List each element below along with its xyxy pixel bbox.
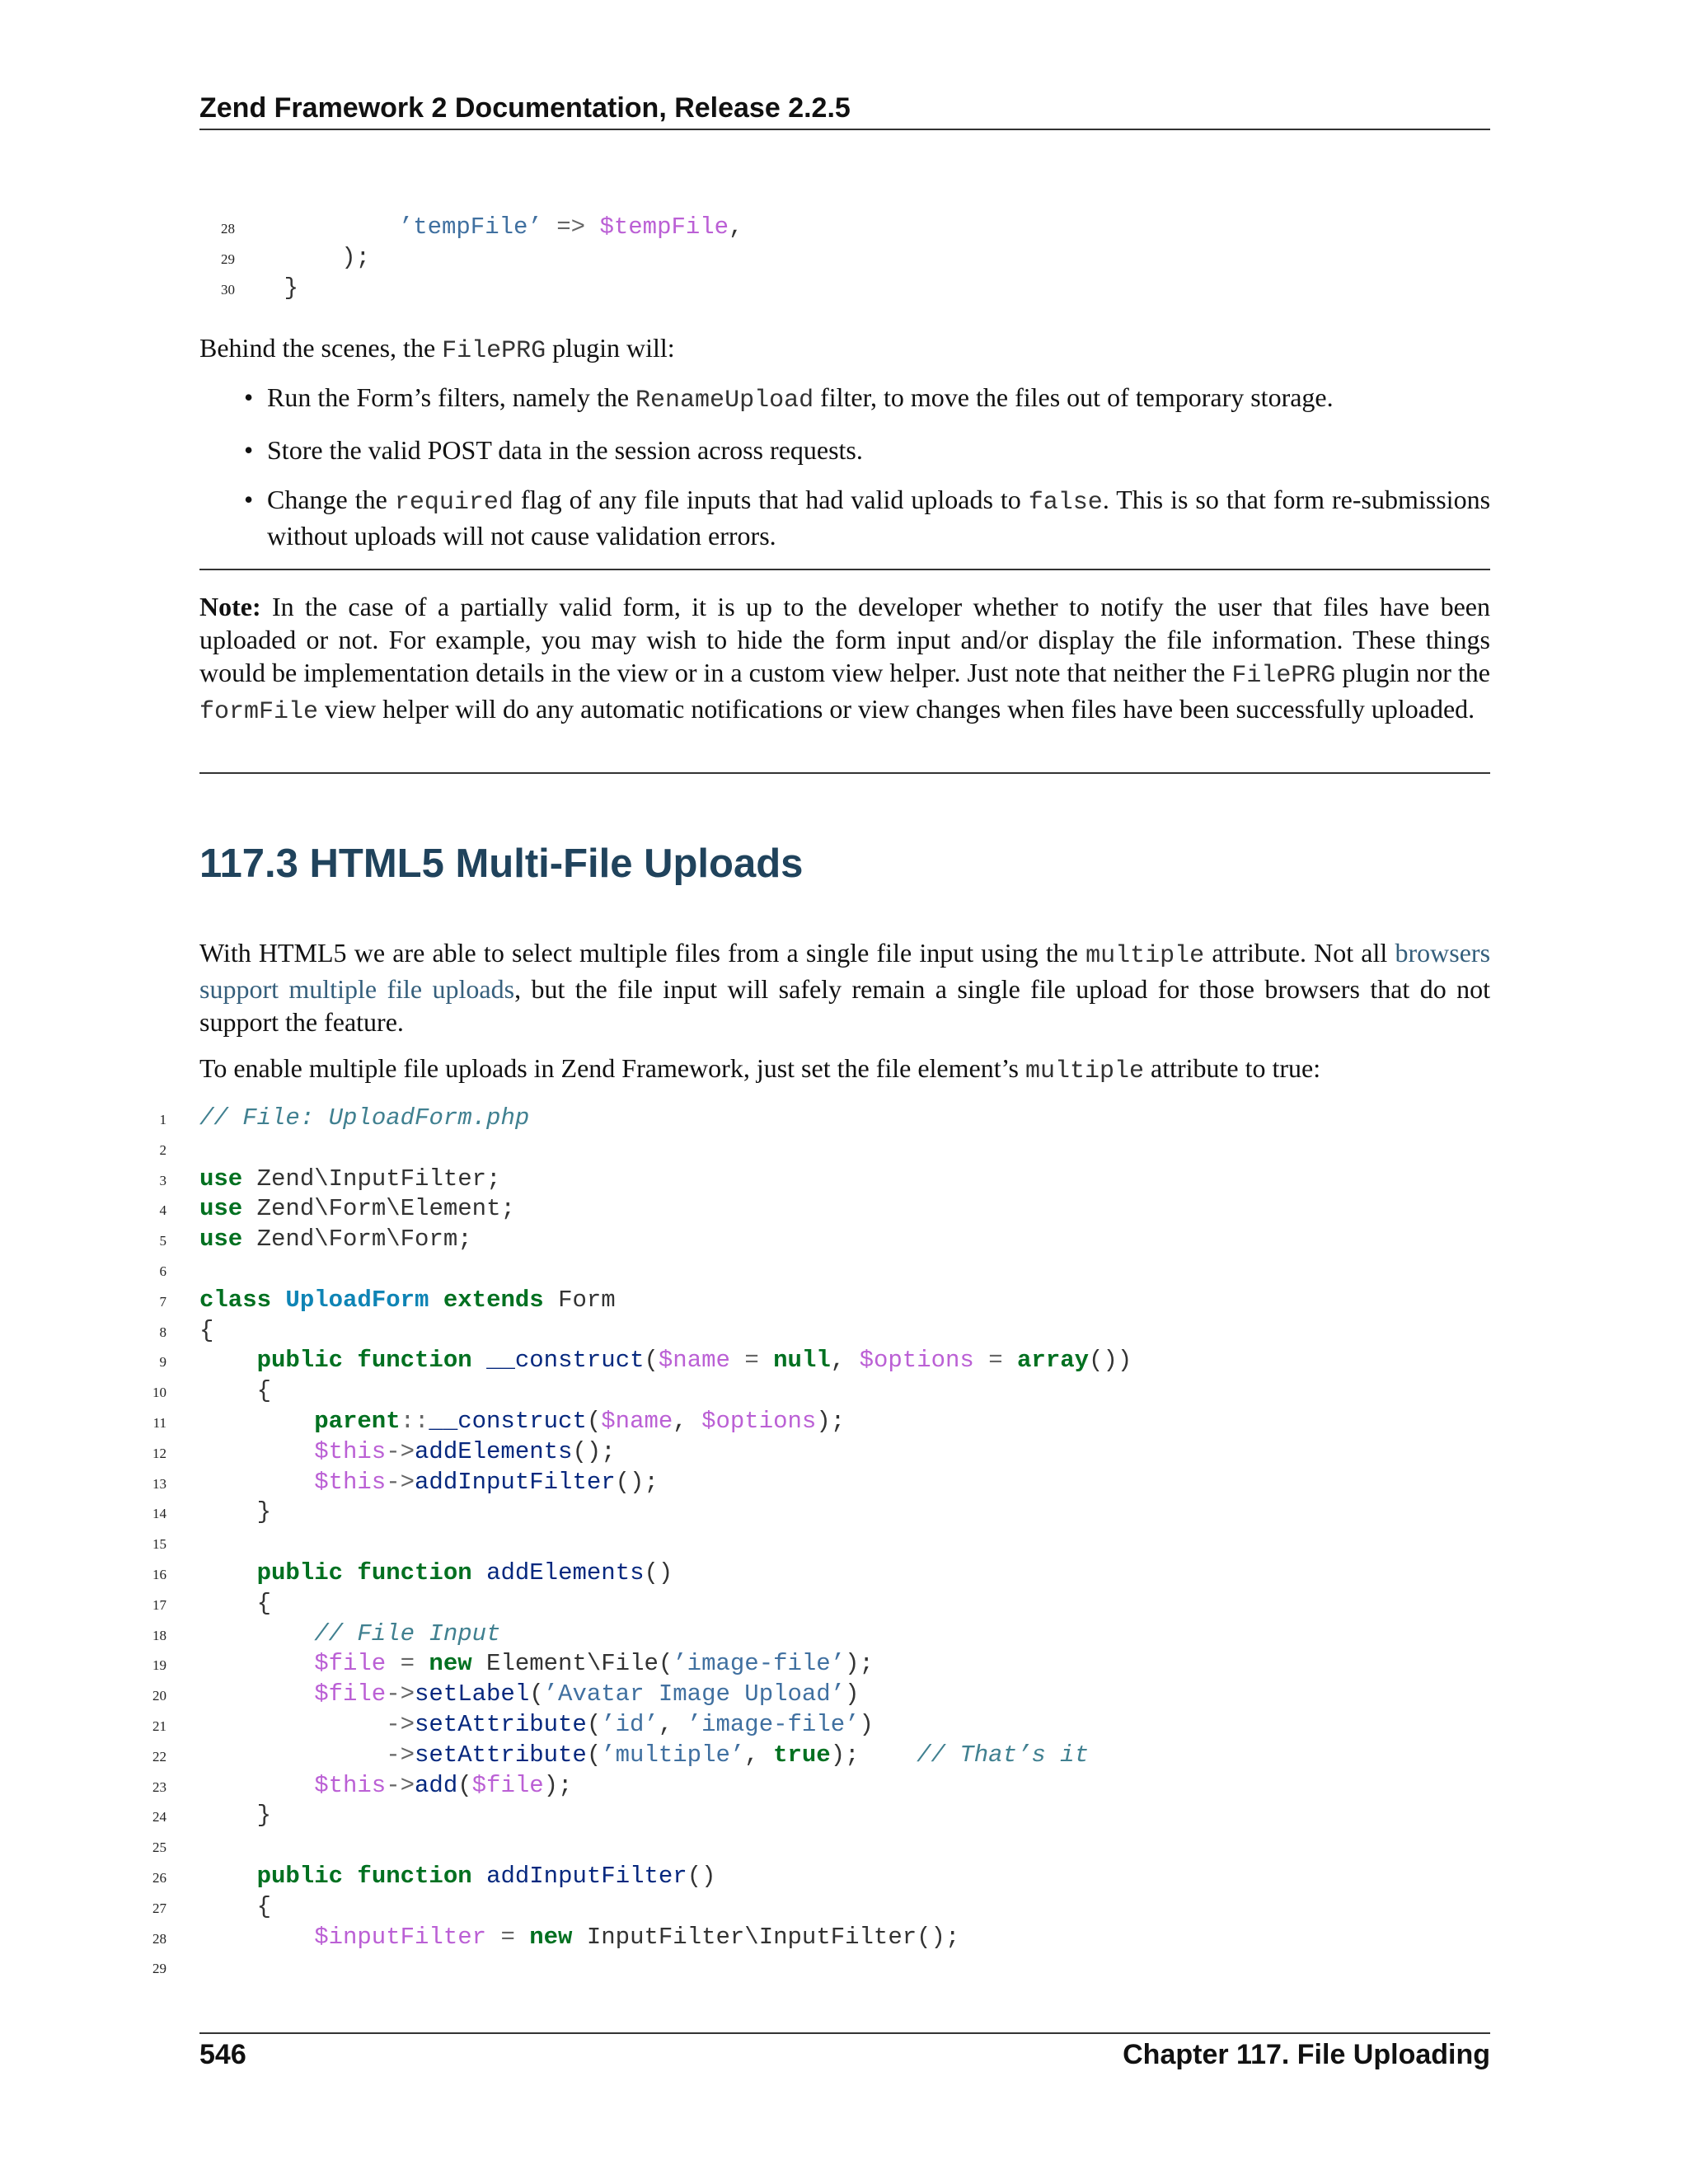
- code-line: [0, 1619, 1688, 1650]
- page-number: 546: [199, 2039, 246, 2070]
- code-token: [271, 1286, 285, 1314]
- code-token: setAttribute: [415, 1741, 587, 1769]
- code-token: );: [543, 1771, 573, 1799]
- code-line: [0, 1225, 1688, 1255]
- inline-code: false: [1028, 489, 1103, 517]
- code-token: =: [744, 1347, 759, 1375]
- code-text: [257, 1589, 271, 1619]
- code-token: $options: [701, 1407, 817, 1435]
- code-token: $tempFile: [599, 213, 729, 241]
- code-token: [472, 1347, 486, 1374]
- line-number: 29: [152, 1961, 166, 1977]
- code-token: new: [529, 1923, 573, 1951]
- code-line: [0, 1104, 1688, 1134]
- code-token: (: [457, 1771, 472, 1799]
- line-number: 10: [152, 1385, 166, 1401]
- code-token: $options: [859, 1347, 974, 1375]
- code-text: [257, 1801, 271, 1831]
- code-token: (: [586, 1741, 602, 1769]
- text-run: plugin nor the: [1335, 658, 1491, 687]
- code-token: Element\File(: [471, 1650, 673, 1678]
- code-text: [314, 1468, 659, 1498]
- code-line: [0, 1771, 1688, 1802]
- line-number: 20: [152, 1688, 166, 1704]
- code-token: __construct: [429, 1407, 587, 1435]
- code-text: [314, 1649, 874, 1680]
- code-token: =>: [556, 213, 586, 241]
- code-token: (: [529, 1680, 544, 1708]
- code-line: [0, 274, 1688, 304]
- code-token: ::: [400, 1407, 429, 1435]
- code-token: (: [644, 1347, 659, 1375]
- inline-code: multiple: [1025, 1057, 1144, 1085]
- bullet-item: [199, 483, 1490, 552]
- code-token: setAttribute: [415, 1710, 587, 1738]
- intro-text-after: plugin will:: [546, 333, 675, 363]
- code-text: [199, 1194, 515, 1225]
- text-run: Change the: [267, 485, 395, 514]
- code-token: =: [988, 1347, 1003, 1375]
- chapter-title: Chapter 117. File Uploading: [1123, 2039, 1490, 2070]
- line-number: 17: [152, 1596, 166, 1613]
- line-number: 19: [152, 1657, 166, 1674]
- code-text: [199, 1286, 616, 1316]
- code-token: parent: [314, 1407, 401, 1435]
- code-token: [343, 1347, 357, 1374]
- code-token: Zend\Form\Form;: [242, 1226, 472, 1254]
- inline-code: multiple: [1085, 942, 1205, 970]
- code-token: Zend\InputFilter;: [242, 1165, 501, 1193]
- code-token: [415, 1650, 429, 1677]
- code-token: (: [586, 1710, 602, 1738]
- code-token: addElements: [486, 1558, 645, 1586]
- section-heading: 117.3 HTML5 Multi-File Uploads: [199, 841, 804, 886]
- line-number: 24: [152, 1809, 166, 1825]
- code-token: // File: UploadForm.php: [199, 1104, 530, 1132]
- code-token: setLabel: [415, 1680, 530, 1708]
- line-number: 13: [152, 1475, 166, 1492]
- code-token: addInputFilter: [486, 1862, 687, 1890]
- code-token: [974, 1347, 988, 1374]
- code-text: [199, 1225, 472, 1255]
- code-token: =: [400, 1650, 415, 1678]
- code-token: add: [415, 1771, 458, 1799]
- inline-code: required: [394, 489, 513, 517]
- line-number: 6: [159, 1263, 166, 1279]
- code-token: ’Avatar Image Upload’: [543, 1680, 846, 1708]
- bullet-list: [199, 381, 1490, 569]
- code-line: [0, 243, 1688, 274]
- code-text: [199, 1165, 500, 1195]
- code-token: UploadForm: [285, 1286, 429, 1314]
- code-line: [0, 1952, 1688, 1983]
- code-token: $inputFilter: [314, 1923, 487, 1951]
- code-line: [0, 1407, 1688, 1437]
- code-token: ’id’: [601, 1710, 659, 1738]
- code-text: [314, 1619, 500, 1650]
- code-text: [257, 1376, 271, 1407]
- code-token: use: [199, 1226, 243, 1254]
- code-line: [0, 1316, 1688, 1347]
- code-text: [257, 1558, 673, 1589]
- code-token: [386, 1650, 400, 1677]
- code-line: [0, 1437, 1688, 1468]
- code-token: [515, 1924, 529, 1951]
- code-token: use: [199, 1165, 243, 1193]
- line-number: 9: [159, 1354, 166, 1371]
- code-token: );: [830, 1741, 917, 1769]
- text-run: attribute. Not all: [1204, 938, 1395, 968]
- code-text: [314, 1771, 572, 1802]
- text-run: attribute to true:: [1143, 1053, 1321, 1083]
- code-token: ,: [744, 1741, 774, 1769]
- line-number: 15: [152, 1536, 166, 1553]
- line-number: 21: [152, 1718, 166, 1734]
- code-line: [0, 1558, 1688, 1589]
- line-number: 27: [152, 1900, 166, 1916]
- bullet-item: [199, 381, 1490, 417]
- line-number: 3: [159, 1172, 166, 1188]
- inline-code: FilePRG: [1231, 662, 1336, 690]
- code-text: [314, 1407, 845, 1437]
- code-token: (): [687, 1862, 716, 1890]
- bullet-marker: •: [244, 485, 254, 514]
- text-run: view helper will do any automatic notifications or view changes when files have been successfully uploaded.: [318, 694, 1475, 724]
- code-text: [386, 1710, 874, 1741]
- code-token: array: [1017, 1347, 1090, 1375]
- code-token: [343, 1559, 357, 1586]
- code-token: $this: [314, 1468, 387, 1496]
- line-number: 26: [152, 1869, 166, 1886]
- code-token: );: [816, 1407, 846, 1435]
- code-line: [0, 1710, 1688, 1741]
- code-token: Zend\Form\Element;: [242, 1195, 515, 1223]
- line-number: 30: [221, 281, 235, 298]
- code-line: [0, 1892, 1688, 1923]
- code-text: [257, 1497, 271, 1528]
- line-number: 28: [221, 221, 235, 237]
- code-line: [0, 1741, 1688, 1771]
- code-token: __construct: [486, 1347, 645, 1375]
- code-token: {: [256, 1377, 271, 1405]
- inline-code: RenameUpload: [635, 387, 814, 415]
- code-token: [730, 1347, 744, 1374]
- line-number: 8: [159, 1324, 166, 1340]
- link[interactable]: browsers support multiple file uploads: [199, 938, 1491, 1004]
- code-line: [0, 1165, 1688, 1195]
- text-run: Run the Form’s filters, namely the: [267, 382, 636, 412]
- code-token: ): [845, 1680, 860, 1708]
- code-line: [0, 1376, 1688, 1407]
- code-token: ->: [386, 1680, 415, 1708]
- code-text: [257, 1346, 1132, 1376]
- footer-rule: [199, 2032, 1490, 2034]
- code-block-continued: [0, 213, 1688, 303]
- code-token: [429, 1286, 443, 1314]
- code-line: [0, 1468, 1688, 1498]
- line-number: 23: [152, 1779, 166, 1795]
- code-token: {: [256, 1589, 271, 1617]
- line-number: 22: [152, 1748, 166, 1765]
- code-token: null: [773, 1347, 831, 1375]
- code-text: [314, 1437, 615, 1468]
- code-token: $file: [471, 1771, 544, 1799]
- line-number: 16: [152, 1566, 166, 1582]
- code-token: [759, 1347, 773, 1374]
- code-line: [0, 1497, 1688, 1528]
- paragraph-enable: [199, 1052, 1490, 1088]
- note-top-rule: [199, 569, 1490, 570]
- code-token: ): [859, 1710, 874, 1738]
- code-token: use: [199, 1195, 243, 1223]
- intro-code: FilePRG: [442, 337, 546, 365]
- code-token: (: [586, 1407, 602, 1435]
- intro-paragraph: [199, 331, 1490, 368]
- code-line: [0, 213, 1688, 243]
- code-text: [399, 213, 743, 243]
- code-line: [0, 1680, 1688, 1710]
- line-number: 28: [152, 1930, 166, 1947]
- code-line: [0, 1831, 1688, 1862]
- code-token: function: [357, 1347, 472, 1375]
- code-token: ->: [386, 1741, 415, 1769]
- code-token: Form: [543, 1286, 616, 1314]
- code-token: public: [256, 1558, 344, 1586]
- code-token: ,: [830, 1347, 860, 1375]
- code-text: [199, 1316, 213, 1347]
- code-token: }: [256, 1802, 271, 1830]
- code-line: [0, 1923, 1688, 1953]
- code-token: ->: [386, 1710, 415, 1738]
- code-token: [542, 213, 556, 241]
- code-text: [341, 243, 370, 274]
- note-bottom-rule: [199, 772, 1490, 774]
- code-token: }: [284, 274, 298, 302]
- code-token: ();: [572, 1437, 616, 1465]
- code-token: $file: [314, 1680, 387, 1708]
- code-token: new: [429, 1650, 472, 1678]
- text-run: With HTML5 we are able to select multiple files from a single file input using the: [199, 938, 1086, 968]
- running-header: Zend Framework 2 Documentation, Release 2.2.5: [199, 92, 851, 124]
- code-token: {: [199, 1316, 214, 1344]
- code-token: $file: [314, 1650, 387, 1678]
- note-label: Note:: [199, 592, 261, 621]
- text-run: In the case of a partially valid form, it is up to the developer whether to notify the user that files have been uploaded or not. For example, you may wish to hide the form input and/or display the file information. These things would be implementation details in the view or in a custom view helper. Just note that neither the: [199, 592, 1490, 687]
- code-token: extends: [443, 1286, 544, 1314]
- paragraph-html5: [199, 936, 1490, 1038]
- text-run: filter, to move the files out of temporary storage.: [814, 382, 1334, 412]
- code-token: ’image-file’: [673, 1650, 846, 1678]
- code-line: [0, 1194, 1688, 1225]
- line-number: 11: [152, 1414, 166, 1431]
- code-token: true: [773, 1741, 831, 1769]
- code-token: InputFilter\InputFilter();: [572, 1923, 960, 1951]
- code-token: ();: [615, 1468, 659, 1496]
- code-token: [472, 1863, 486, 1890]
- code-text: [199, 1104, 529, 1134]
- code-token: [472, 1559, 486, 1586]
- code-token: ->: [386, 1468, 415, 1496]
- code-token: ->: [386, 1771, 415, 1799]
- code-line: [0, 1286, 1688, 1316]
- line-number: 14: [152, 1506, 166, 1522]
- code-token: function: [357, 1558, 472, 1586]
- code-token: [1003, 1347, 1017, 1374]
- code-text: [257, 1862, 716, 1892]
- code-line: [0, 1801, 1688, 1831]
- code-token: ->: [386, 1437, 415, 1465]
- code-line: [0, 1134, 1688, 1165]
- bullet-item: [199, 434, 1490, 466]
- code-token: }: [256, 1498, 271, 1526]
- text-run: . This is so that form re-submissions without uploads will not cause validation errors.: [267, 485, 1491, 551]
- line-number: 5: [159, 1233, 166, 1249]
- line-number: 2: [159, 1141, 166, 1158]
- code-text: [284, 274, 298, 304]
- line-number: 25: [152, 1840, 166, 1856]
- text-run: flag of any file inputs that had valid uploads to: [513, 485, 1029, 514]
- line-number: 12: [152, 1445, 166, 1461]
- line-number: 18: [152, 1627, 166, 1643]
- inline-code: formFile: [199, 698, 319, 726]
- code-token: ’multiple’: [601, 1741, 745, 1769]
- code-token: {: [256, 1892, 271, 1920]
- code-text: [314, 1923, 959, 1953]
- code-token: // File Input: [314, 1619, 501, 1647]
- code-token: // That’s it: [917, 1741, 1089, 1769]
- code-token: addElements: [415, 1437, 573, 1465]
- line-number: 29: [221, 251, 235, 267]
- note-box: [199, 590, 1490, 729]
- code-token: function: [357, 1862, 472, 1890]
- code-token: addInputFilter: [415, 1468, 616, 1496]
- code-text: [314, 1680, 859, 1710]
- bullet-marker: •: [244, 382, 254, 412]
- code-line: [0, 1255, 1688, 1286]
- code-token: );: [845, 1650, 874, 1678]
- code-token: $name: [601, 1407, 673, 1435]
- code-line: [0, 1346, 1688, 1376]
- code-token: ’tempFile’: [398, 213, 542, 241]
- code-token: class: [199, 1286, 272, 1314]
- code-token: [343, 1863, 357, 1890]
- code-token: ,: [658, 1710, 687, 1738]
- code-line: [0, 1528, 1688, 1558]
- code-token: $this: [314, 1437, 387, 1465]
- code-line: [0, 1862, 1688, 1892]
- line-number: 1: [159, 1112, 166, 1127]
- intro-text-before: Behind the scenes, the: [199, 333, 443, 363]
- code-line: [0, 1649, 1688, 1680]
- code-text: [257, 1892, 271, 1923]
- code-token: (): [644, 1558, 673, 1586]
- code-token: ()): [1089, 1347, 1132, 1375]
- code-token: ,: [673, 1407, 702, 1435]
- bullet-marker: •: [244, 435, 254, 465]
- code-token: [585, 213, 599, 241]
- code-token: public: [256, 1862, 344, 1890]
- code-token: [486, 1924, 500, 1951]
- code-token: $name: [658, 1347, 730, 1375]
- text-run: Store the valid POST data in the session across requests.: [267, 435, 863, 465]
- code-token: ’image-file’: [687, 1710, 860, 1738]
- text-run: , but the file input will safely remain a single file upload for those browsers that do not support the feature.: [199, 974, 1491, 1037]
- code-text: [386, 1741, 1089, 1771]
- code-token: $this: [314, 1771, 387, 1799]
- text-run: To enable multiple file uploads in Zend Framework, just set the file element’s: [199, 1053, 1025, 1083]
- line-number: 4: [159, 1202, 166, 1219]
- header-rule: [199, 129, 1490, 130]
- code-line: [0, 1589, 1688, 1619]
- code-token: ,: [729, 213, 743, 241]
- code-token: );: [341, 243, 370, 271]
- code-block-uploadform: [0, 1104, 1688, 1983]
- line-number: 7: [159, 1293, 166, 1310]
- code-token: public: [256, 1347, 344, 1375]
- code-token: =: [500, 1923, 515, 1951]
